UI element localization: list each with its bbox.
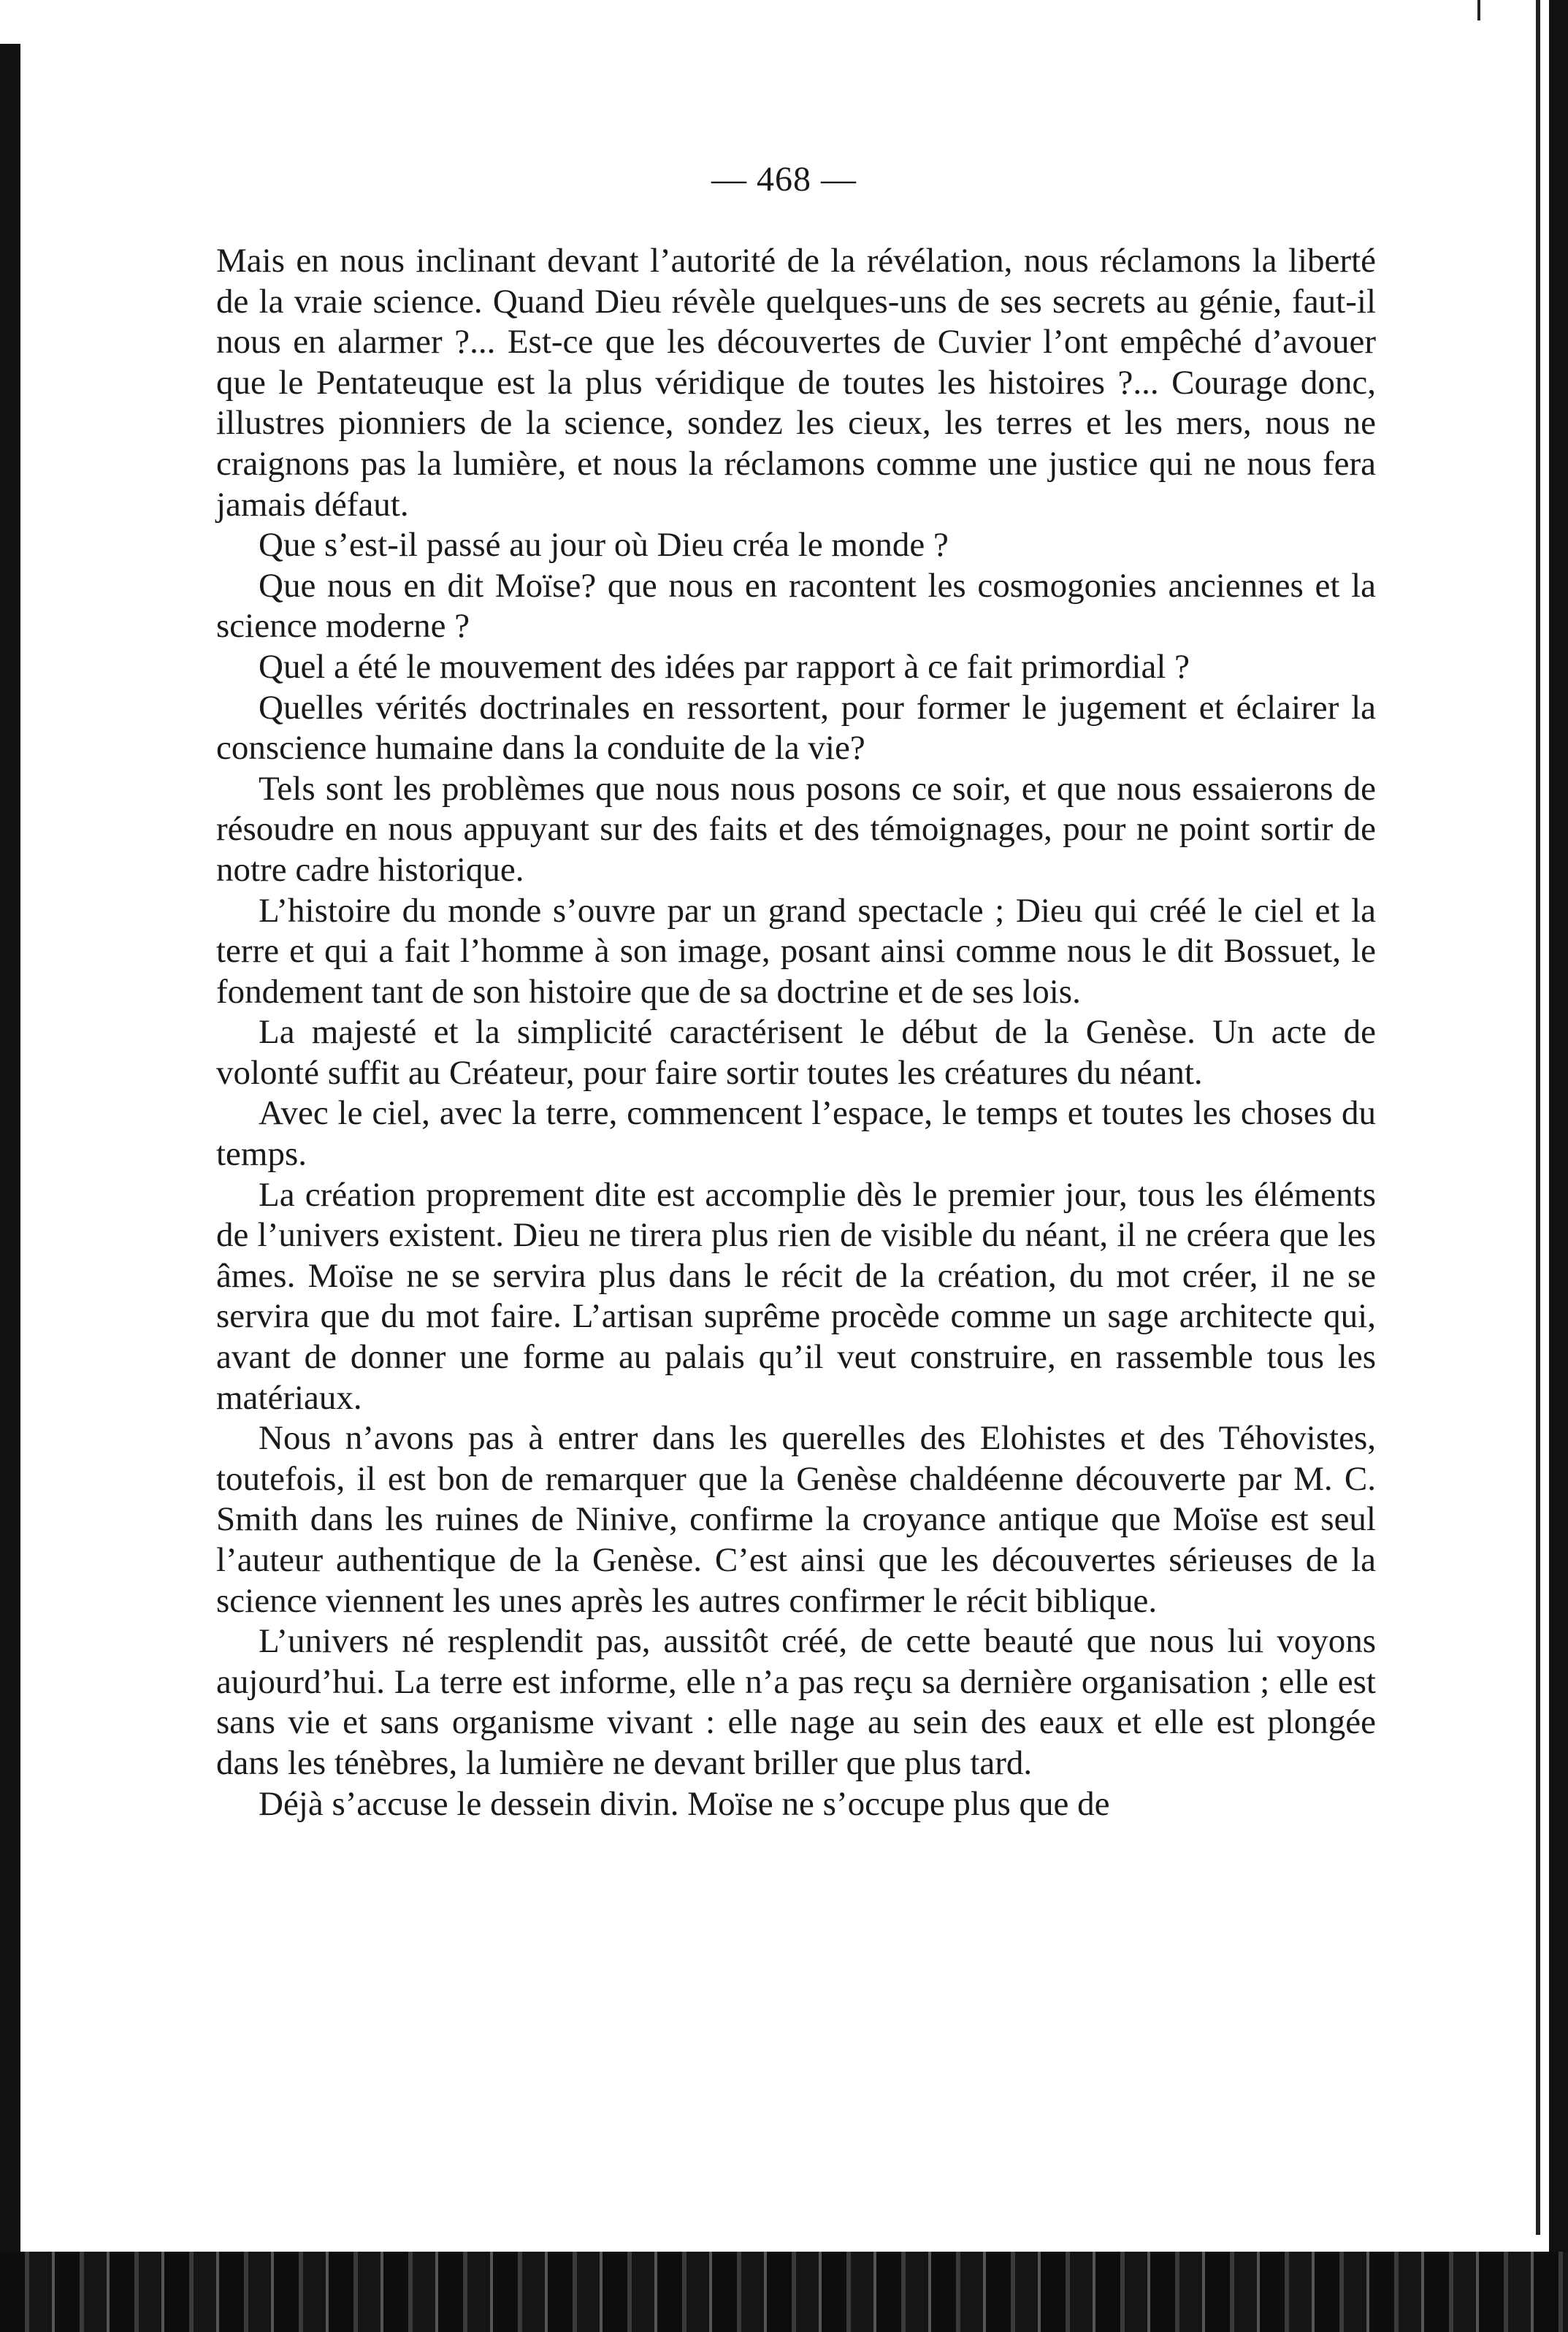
paragraph: Nous n’avons pas à entrer dans les querelles des Elohistes et des Téhovistes, toutefois, il est bon de remarquer que la Genèse chaldéenne découverte par M. C. Smith dans les ruines de Ninive, confirme la croyance antique que Moïse est seul l’auteur authentique de la Genèse. C’est ainsi que les découvertes sérieuses de la science viennent les unes après les autres confirmer le récit biblique. bbox=[216, 1419, 1376, 1620]
paragraph: L’histoire du monde s’ouvre par un grand spectacle ; Dieu qui créé le ciel et la terre et qui a fait l’homme à son image, posant ainsi comme nous le dit Bossuet, le fondement tant de son histoire que de sa doctrine et de ses lois. bbox=[216, 891, 1376, 1011]
paragraph: La création proprement dite est accomplie dès le premier jour, tous les éléments de l’univers existent. Dieu ne tirera plus rien de visible du néant, il ne créera que les âmes. Moïse ne se servira plus dans le récit de la création, du mot créer, il ne se servira que du mot faire. L’artisan suprême procède comme un sage architecte qui, avant de donner une forme au palais qu’il veut construire, en rassemble tous les matériaux. bbox=[216, 1175, 1376, 1417]
scan-edge-bottom bbox=[0, 2252, 1568, 2332]
paragraph: L’univers né resplendit pas, aussitôt créé, de cette beauté que nous lui voyons aujourd’hui. La terre est informe, elle n’a pas reçu sa dernière organisation ; elle est sans vie et sans organisme vivant : elle nage au sein des eaux et elle est plongée dans les ténèbres, la lumière ne devant briller que plus tard. bbox=[216, 1622, 1376, 1782]
paragraph: Mais en nous inclinant devant l’autorité de la révélation, nous réclamons la liberté de la vraie science. Quand Dieu révèle quelques-uns de ses secrets au génie, faut-il nous en alarmer ?... Est-ce que les découvertes de Cuvier l’ont empêché d’avouer que le Pentateuque est la plus véridique de toutes les histoires ?... Courage donc, illustres pionniers de la science, sondez les cieux, les terres et les mers, nous ne craignons pas la lumière, et nous la réclamons comme une justice qui ne nous fera jamais défaut. bbox=[216, 242, 1376, 524]
scan-edge-right bbox=[1549, 0, 1568, 2332]
paragraph: Que s’est-il passé au jour où Dieu créa le monde ? bbox=[259, 526, 949, 565]
scan-edge-right-line bbox=[1536, 0, 1540, 2235]
paragraph: Avec le ciel, avec la terre, commencent l’espace, le temps et toutes les choses du temps. bbox=[216, 1094, 1376, 1174]
paragraph: Que nous en dit Moïse? que nous en racontent les cosmogonies anciennes et la science moderne ? bbox=[216, 566, 1376, 646]
body-text bbox=[216, 241, 1376, 1824]
scan-mark-top bbox=[1477, 0, 1480, 20]
paragraph: Déjà s’accuse le dessein divin. Moïse ne s’occupe plus que de bbox=[259, 1784, 1110, 1823]
paragraph: Quelles vérités doctrinales en ressortent, pour former le jugement et éclairer la conscience humaine dans la conduite de la vie? bbox=[216, 688, 1376, 768]
scan-edge-left bbox=[0, 44, 20, 2332]
paragraph: La majesté et la simplicité caractérisent le début de la Genèse. Un acte de volonté suffit au Créateur, pour faire sortir toutes les créatures du néant. bbox=[216, 1013, 1376, 1092]
paragraph: Tels sont les problèmes que nous nous posons ce soir, et que nous essaierons de résoudre en nous appuyant sur des faits et des témoignages, pour ne point sortir de notre cadre historique. bbox=[216, 769, 1376, 889]
paragraph: Quel a été le mouvement des idées par rapport à ce fait primordial ? bbox=[259, 647, 1190, 686]
page-number: — 468 — bbox=[711, 160, 857, 199]
